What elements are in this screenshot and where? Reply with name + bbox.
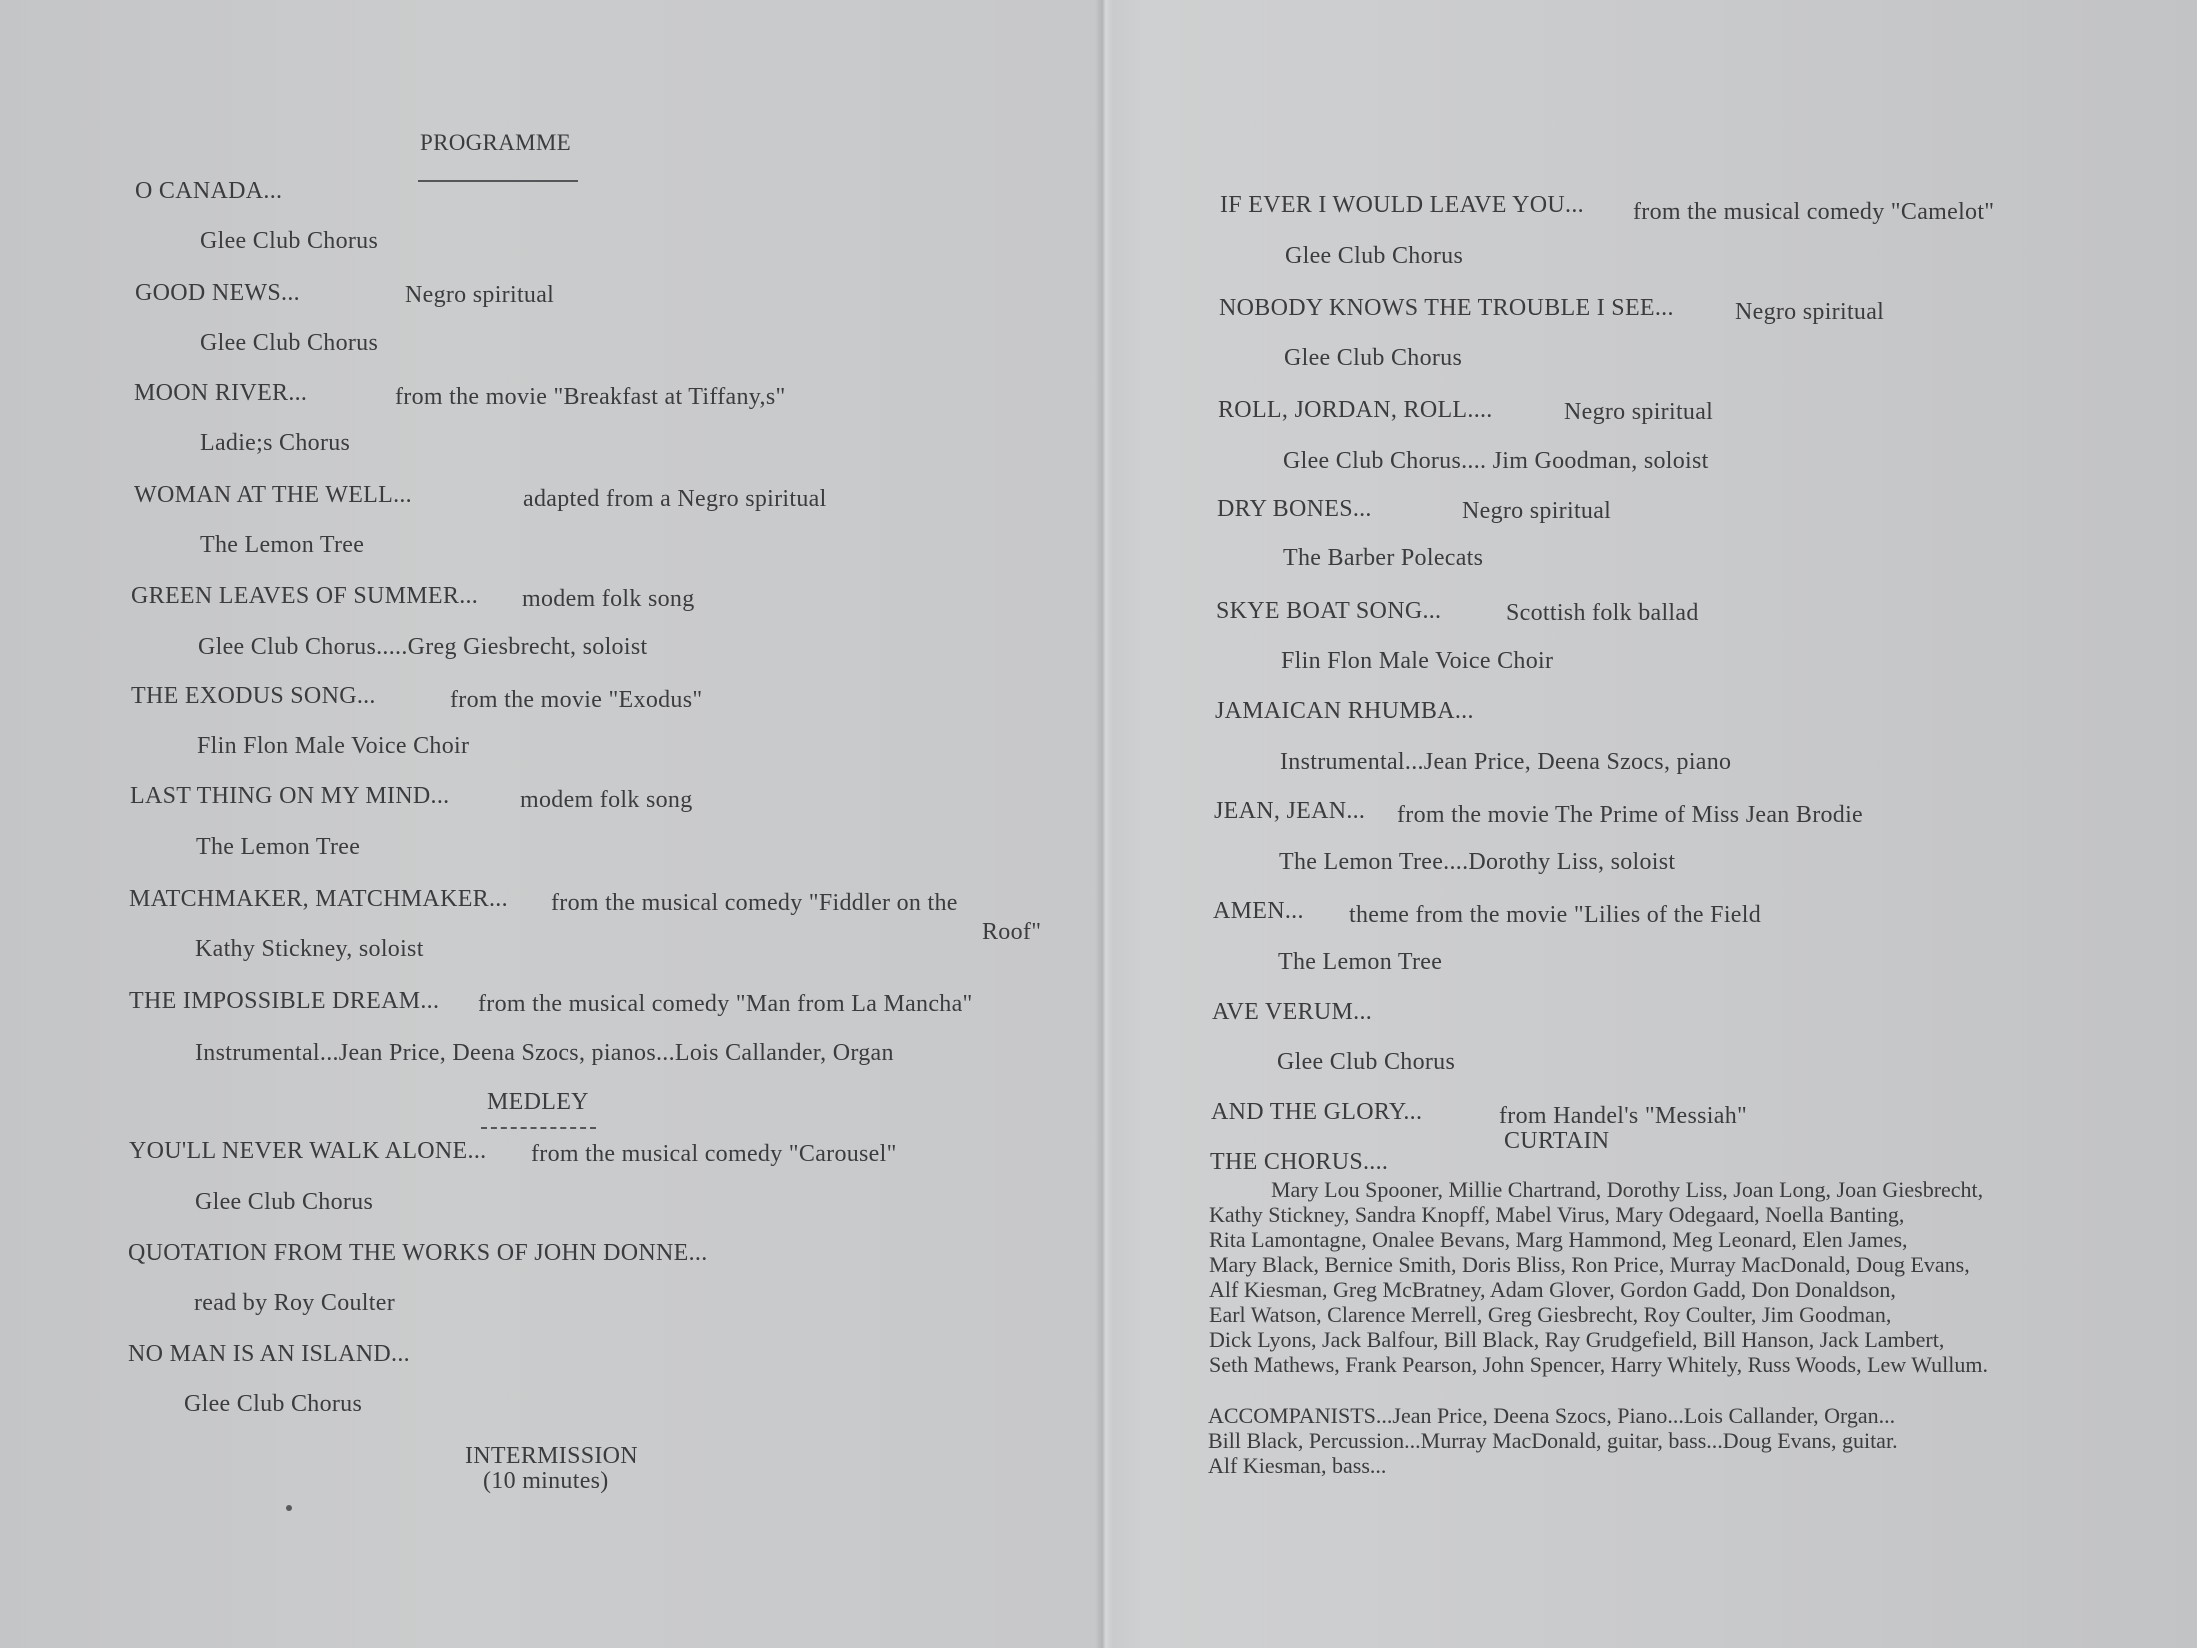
intermission-heading: INTERMISSION — [465, 1443, 638, 1469]
performer-last-thing: The Lemon Tree — [196, 834, 361, 860]
medley-heading: MEDLEY — [487, 1089, 589, 1115]
chorus-line: Kathy Stickney, Sandra Knopff, Mabel Virus, Mary Odegaard, Noella Banting, — [1209, 1202, 1905, 1227]
performer-good-news: Glee Club Chorus — [200, 330, 379, 356]
accompanists-line: ACCOMPANISTS...Jean Price, Deena Szocs, Piano...Lois Callander, Organ... — [1208, 1403, 1896, 1428]
chorus-line: Mary Lou Spooner, Millie Chartrand, Dorothy Liss, Joan Long, Joan Giesbrecht, — [1271, 1177, 1984, 1202]
detail-nobody-knows: Negro spiritual — [1735, 299, 1885, 325]
performer-no-man-is-an-island: Glee Club Chorus — [184, 1391, 363, 1417]
detail-last-thing: modem folk song — [520, 787, 693, 813]
performer-impossible-dream: Instrumental...Jean Price, Deena Szocs, pianos...Lois Callander, Organ — [195, 1040, 894, 1066]
detail-and-the-glory: from Handel's "Messiah" — [1499, 1103, 1748, 1129]
chorus-line: Earl Watson, Clarence Merrell, Greg Giesbrecht, Roy Coulter, Jim Goodman, — [1209, 1302, 1892, 1327]
left-page — [0, 0, 1095, 1648]
performer-green-leaves: Glee Club Chorus.....Greg Giesbrecht, soloist — [198, 634, 648, 660]
song-impossible-dream: THE IMPOSSIBLE DREAM... — [129, 988, 440, 1014]
song-nobody-knows: NOBODY KNOWS THE TROUBLE I SEE... — [1219, 295, 1674, 321]
performer-woman-at-the-well: The Lemon Tree — [200, 532, 365, 558]
song-matchmaker: MATCHMAKER, MATCHMAKER... — [129, 886, 508, 912]
performer-amen: The Lemon Tree — [1278, 949, 1443, 975]
song-amen: AMEN... — [1213, 898, 1304, 924]
center-fold — [1095, 0, 1113, 1648]
performer-matchmaker: Kathy Stickney, soloist — [195, 936, 424, 962]
detail-jean-jean: from the movie The Prime of Miss Jean Brodie — [1397, 802, 1864, 828]
detail-green-leaves: modem folk song — [522, 586, 695, 612]
performer-dry-bones: The Barber Polecats — [1283, 545, 1484, 571]
performer-youll-never-walk-alone: Glee Club Chorus — [195, 1189, 374, 1215]
song-skye-boat-song: SKYE BOAT SONG... — [1216, 598, 1442, 624]
song-jamaican-rhumba: JAMAICAN RHUMBA... — [1215, 698, 1474, 724]
song-dry-bones: DRY BONES... — [1217, 496, 1372, 522]
performer-exodus: Flin Flon Male Voice Choir — [197, 733, 470, 759]
chorus-line: Mary Black, Bernice Smith, Doris Bliss, Ron Price, Murray MacDonald, Doug Evans, — [1209, 1252, 1970, 1277]
detail-amen: theme from the movie "Lilies of the Field — [1349, 902, 1762, 928]
chorus-line: Dick Lyons, Jack Balfour, Bill Black, Ray Grudgefield, Bill Hanson, Jack Lambert, — [1209, 1327, 1945, 1352]
song-good-news: GOOD NEWS... — [135, 280, 300, 306]
song-and-the-glory: AND THE GLORY... — [1211, 1099, 1423, 1125]
performer-ave-verum: Glee Club Chorus — [1277, 1049, 1456, 1075]
detail-good-news: Negro spiritual — [405, 282, 555, 308]
performer-if-ever-i-would-leave-you: Glee Club Chorus — [1285, 243, 1464, 269]
detail-skye-boat-song: Scottish folk ballad — [1506, 600, 1699, 626]
accompanists-list — [1208, 1403, 1898, 1478]
title-underline — [418, 180, 578, 182]
song-ave-verum: AVE VERUM... — [1212, 999, 1373, 1025]
song-if-ever-i-would-leave-you: IF EVER I WOULD LEAVE YOU... — [1220, 192, 1584, 218]
song-o-canada: O CANADA... — [135, 178, 283, 204]
chorus-list — [1209, 1177, 1988, 1377]
detail-youll-never-walk-alone: from the musical comedy "Carousel" — [531, 1141, 897, 1167]
paper-speck — [286, 1505, 292, 1511]
accompanists-line: Alf Kiesman, bass... — [1208, 1453, 1387, 1478]
performer-jean-jean: The Lemon Tree....Dorothy Liss, soloist — [1279, 849, 1676, 875]
chorus-heading: THE CHORUS.... — [1210, 1149, 1389, 1175]
song-last-thing: LAST THING ON MY MIND... — [130, 783, 450, 809]
song-green-leaves: GREEN LEAVES OF SUMMER... — [131, 583, 479, 609]
performer-o-canada: Glee Club Chorus — [200, 228, 379, 254]
medley-underline — [481, 1127, 596, 1129]
curtain-heading: CURTAIN — [1504, 1128, 1610, 1154]
performer-roll-jordan-roll: Glee Club Chorus.... Jim Goodman, soloist — [1283, 448, 1709, 474]
chorus-line: Alf Kiesman, Greg McBratney, Adam Glover, Gordon Gadd, Don Donaldson, — [1209, 1277, 1896, 1302]
song-roll-jordan-roll: ROLL, JORDAN, ROLL.... — [1218, 397, 1493, 423]
detail-moon-river: from the movie "Breakfast at Tiffany,s" — [395, 384, 786, 410]
detail-dry-bones: Negro spiritual — [1462, 498, 1612, 524]
song-jean-jean: JEAN, JEAN... — [1214, 798, 1366, 824]
detail-if-ever-i-would-leave-you: from the musical comedy "Camelot" — [1633, 199, 1995, 225]
intermission-length: (10 minutes) — [483, 1468, 609, 1494]
right-page — [1113, 0, 2197, 1648]
song-moon-river: MOON RIVER... — [134, 380, 308, 406]
song-woman-at-the-well: WOMAN AT THE WELL... — [134, 482, 412, 508]
song-youll-never-walk-alone: YOU'LL NEVER WALK ALONE... — [129, 1138, 487, 1164]
detail-woman-at-the-well: adapted from a Negro spiritual — [523, 486, 827, 512]
chorus-line: Rita Lamontagne, Onalee Bevans, Marg Hammond, Meg Leonard, Elen James, — [1209, 1227, 1908, 1252]
performer-quotation-john-donne: read by Roy Coulter — [194, 1290, 395, 1316]
song-quotation-john-donne: QUOTATION FROM THE WORKS OF JOHN DONNE... — [128, 1240, 708, 1266]
accompanists-line: Bill Black, Percussion...Murray MacDonald, guitar, bass...Doug Evans, guitar. — [1208, 1428, 1898, 1453]
detail-impossible-dream: from the musical comedy "Man from La Mancha" — [478, 991, 973, 1017]
detail-exodus: from the movie "Exodus" — [450, 687, 703, 713]
performer-skye-boat-song: Flin Flon Male Voice Choir — [1281, 648, 1554, 674]
song-no-man-is-an-island: NO MAN IS AN ISLAND... — [128, 1341, 410, 1367]
performer-nobody-knows: Glee Club Chorus — [1284, 345, 1463, 371]
detail-matchmaker-cont: Roof" — [982, 919, 1042, 945]
song-exodus: THE EXODUS SONG... — [131, 683, 376, 709]
performer-jamaican-rhumba: Instrumental...Jean Price, Deena Szocs, piano — [1280, 749, 1732, 775]
chorus-line: Seth Mathews, Frank Pearson, John Spencer, Harry Whitely, Russ Woods, Lew Wullum. — [1209, 1352, 1989, 1377]
detail-matchmaker: from the musical comedy "Fiddler on the — [551, 890, 958, 916]
performer-moon-river: Ladie;s Chorus — [200, 430, 351, 456]
programme-title: PROGRAMME — [420, 130, 571, 155]
detail-roll-jordan-roll: Negro spiritual — [1564, 399, 1714, 425]
